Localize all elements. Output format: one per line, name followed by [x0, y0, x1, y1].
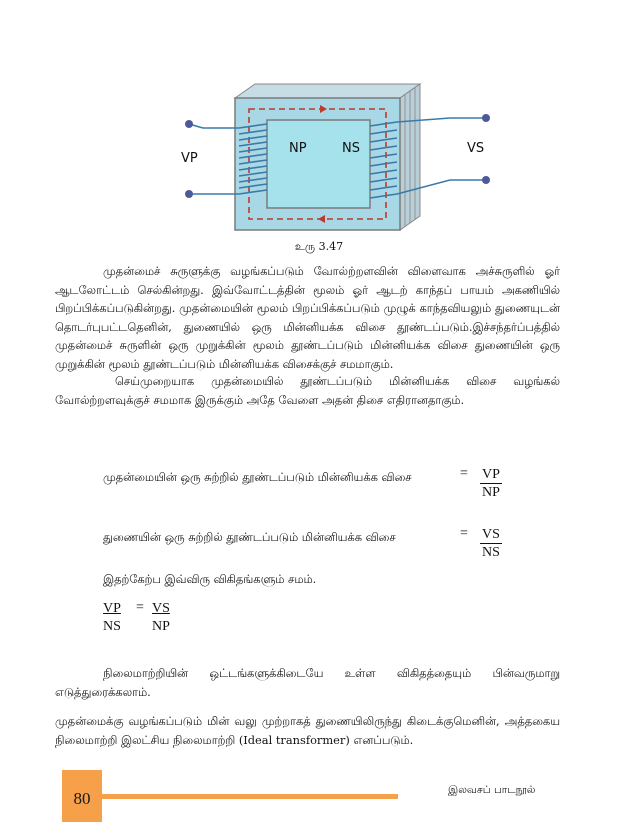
paragraph-1-text: முதன்மைச் சுருளுக்கு வழங்கப்படும் வோல்ற்றளவின் விளைவாக அச்சுருளில் ஓர் ஆடலோட்டம் செல்கின்றது. இவ்வோட்டத்தின் மூலம் ஓர் ஆடற் காந்தப் பாயம் அகணியில் பிறப்பிக்கப்படுகின்றது. முதன்மையின் மூலம் பிறப்பிக்கப்படும் முழுக் காந்தவியலும் துணையுடன் தொடர்புபட்டதெனின், துணையில் ஒரு மின்னியக்க விசை தூண்டப்படும்.இச்சந்தர்ப்பத்தில் முதன்மைச் சுருளின் ஒரு முறுக்கின் மூலம் தூண்டப்படும் மின்னியக்க விசை துணையின் ஒரு முறுக்கின் மூலம் தூண்டப்படும் மின்னியக்க விசைக்குச் சமமாகும். — [55, 264, 560, 371]
secondary-terminal-top — [482, 114, 490, 122]
vs-label: VS — [467, 141, 485, 156]
eq2-text: துணையின் ஒரு சுற்றில் தூண்டப்படும் மின்னியக்க விசை — [103, 530, 396, 544]
core-window — [267, 120, 370, 208]
paragraph-3 — [55, 664, 560, 701]
eq1-fraction — [480, 466, 502, 501]
ratio-left — [103, 600, 121, 636]
ratio-statement: இதற்கேற்ப இவ்விரு விகிதங்களும் சமம். — [103, 572, 317, 586]
eq1-denominator: NP — [482, 485, 500, 500]
ratio-right-denominator: NP — [152, 619, 170, 634]
paragraph-4-text: முதன்மைக்கு வழங்கப்படும் மின் வலு முற்றாகத் துணையிலிருந்து கிடைக்குமெனின், அத்தகைய நிலைமாற்றி இலட்சிய நிலைமாற்றி (Ideal transformer) எனப்படும். — [55, 714, 560, 747]
book-title: இலவசப் பாடநூல் — [448, 784, 536, 796]
eq2-numerator: VS — [482, 527, 500, 542]
secondary-terminal-bottom — [482, 176, 490, 184]
ratio-left-denominator: NS — [103, 619, 121, 634]
ns-label: NS — [342, 141, 360, 156]
page-number: 80 — [73, 789, 91, 808]
np-label: NP — [289, 141, 307, 156]
eq2-fraction — [480, 526, 502, 561]
transformer-diagram — [175, 68, 502, 236]
eq2-denominator: NS — [482, 545, 500, 560]
paragraph-2 — [55, 372, 560, 409]
paragraph-1 — [55, 262, 560, 373]
paragraph-2-text: செய்முறையாக முதன்மையில் தூண்டப்படும் மின்னியக்க விசை வழங்கல் வோல்ற்றளவுக்குச் சமமாக இருக்கும் அதே வேளை அதன் திசை எதிரானதாகும். — [55, 374, 560, 407]
eq2-equals: = — [460, 526, 468, 541]
footer-line — [102, 794, 398, 799]
ratio-right-numerator: VS — [152, 601, 170, 616]
vp-label: VP — [181, 151, 198, 166]
ratio-right — [152, 600, 170, 636]
eq1-text: முதன்மையின் ஒரு சுற்றில் தூண்டப்படும் மின்னியக்க விசை — [103, 470, 412, 484]
eq1-numerator: VP — [482, 467, 500, 482]
ratio-left-numerator: VP — [103, 601, 121, 616]
figure-caption: உரு 3.47 — [294, 240, 344, 253]
transformer-figure — [175, 68, 502, 236]
eq1-equals: = — [460, 466, 468, 481]
paragraph-3-text: நிலைமாற்றியின் ஒட்டங்களுக்கிடையே உள்ள விகிதத்தையும் பின்வருமாறு எடுத்துரைக்கலாம். — [55, 666, 560, 699]
ratio-equals: = — [136, 600, 144, 615]
primary-terminal-top — [185, 120, 193, 128]
primary-terminal-bottom — [185, 190, 193, 198]
paragraph-4 — [55, 712, 560, 749]
